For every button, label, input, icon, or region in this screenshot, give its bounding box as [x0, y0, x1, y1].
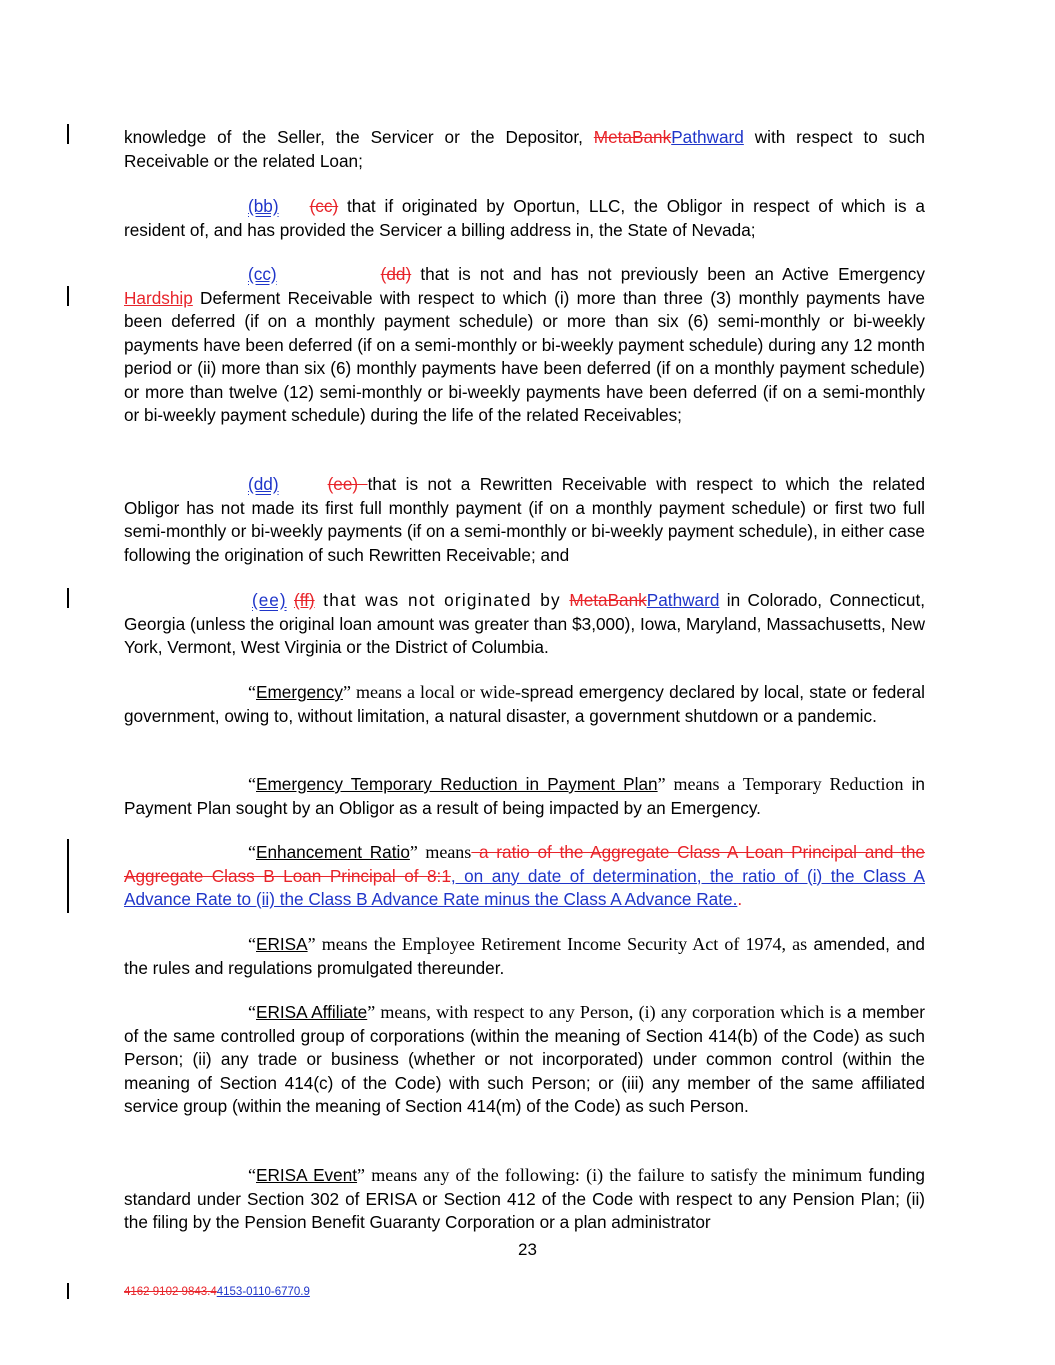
- change-bar: [67, 286, 69, 306]
- defined-term: ERISA: [256, 934, 308, 954]
- clause-text: that if originated by Oportun, LLC, the Obligor in respect of which is a resident of, and has provided the Servicer a billing address in, the State of Nevada;: [124, 196, 925, 240]
- inserted-text: , on any date of determination, the ratio of (i) the Class A Advance Rate to (ii) the Class B Advance Rate minus the Class A Advance Rate.: [124, 865, 925, 909]
- change-bar: [67, 588, 69, 608]
- clause-text: in Colorado, Connecticut, Georgia (unless the original loan amount was greater than $3,000), Iowa, Maryland, Massachusetts, New York, Vermont, West Virginia or the District of Columbia.: [124, 590, 925, 657]
- inserted-text: Hardship: [124, 287, 193, 308]
- deleted-text: .: [737, 889, 743, 909]
- clause-label: (ee): [252, 590, 287, 610]
- inserted-text: Pathward: [671, 127, 744, 147]
- definition-text: in Payment Plan sought by an Obligor as a result of being impacted by an Emergency.: [124, 774, 925, 818]
- quote-mark: “: [248, 1002, 256, 1022]
- quote-mark: “: [248, 842, 256, 862]
- page-number: 23: [518, 1240, 537, 1259]
- definition-enhancement-ratio: [124, 841, 925, 912]
- deleted-doc-id: 4162 9102 9843.4: [124, 1286, 217, 1298]
- clause-bb: [124, 195, 925, 242]
- inserted-doc-id: 4153-0110-6770.9: [216, 1286, 310, 1298]
- definition-erisa-event: [124, 1164, 925, 1235]
- clause-label: (cc): [248, 264, 277, 284]
- clause-label: (bb): [248, 196, 279, 216]
- definition-text: ” means a local or wide-: [342, 682, 521, 702]
- definition-text: amended, and the rules and regulations promulgated thereunder.: [124, 934, 925, 978]
- defined-term: Emergency Temporary Reduction in Payment Plan: [256, 774, 658, 794]
- clause-cc: [124, 263, 925, 428]
- quote-mark: “: [248, 1165, 256, 1185]
- clause-label: (dd): [248, 474, 279, 494]
- definition-erisa: [124, 933, 925, 980]
- clause-text: that was not originated by: [314, 590, 570, 610]
- text: with respect to such Receivable or the related Loan;: [124, 127, 925, 171]
- clause-text: that is not and has not previously been an Active Emergency: [411, 264, 925, 284]
- definition-text: a member of the same controlled group of corporations (within the meaning of Section 414(b) of the Code) as such Person; (ii) any trade or business (whether or not incorporated) under common control (within the meaning of Section 414(c) of the Code) with such Person; or (iii) any member of the same affiliated service group (within the meaning of Section 414(m) of the Code) as such Person.: [124, 1002, 926, 1116]
- defined-term: Emergency: [256, 682, 343, 702]
- clause-text: Deferment Receivable with respect to which (i) more than three (3) monthly payments have been deferred (if on a monthly payment schedule) or more than six (6) semi-monthly or bi-weekly payments have been deferred (if on a semi-monthly or bi-weekly payment schedule) during any 12 month period or (ii) more than six (6) monthly payments have been deferred (if on a monthly payment schedule) or more than twelve (12) semi-monthly or bi-weekly payments have been deferred (if on a semi-monthly or bi-weekly payment schedule) during the life of the related Receivables;: [124, 287, 925, 425]
- quote-mark: “: [248, 774, 256, 794]
- definition-text: ” means: [409, 842, 472, 862]
- definition-text: ” means any of the following: (i) the failure to satisfy the minimum: [357, 1165, 863, 1185]
- deleted-text: MetaBank: [593, 127, 672, 147]
- inserted-text: Pathward: [646, 590, 720, 610]
- definition-text: spread emergency declared by local, state or federal government, owing to, without limitation, a natural disaster, a government shutdown or a pandemic.: [124, 682, 925, 726]
- definition-text: ” means the Employee Retirement Income Security Act of 1974, as: [307, 934, 808, 954]
- clause-text: that is not a Rewritten Receivable with respect to which the related Obligor has not made its first full monthly payment (if on a monthly payment schedule) or first two full semi-monthly or bi-weekly payments (if on a semi-monthly or bi-weekly payment schedule), in either case following the origination of such Rewritten Receivable; and: [124, 474, 926, 565]
- defined-term: ERISA Affiliate: [256, 1002, 368, 1022]
- deleted-label: (dd): [380, 264, 412, 284]
- definition-text: ” means a Temporary Reduction: [657, 774, 904, 794]
- defined-term: ERISA Event: [256, 1165, 358, 1185]
- deleted-label: (ee): [327, 474, 368, 494]
- text: knowledge of the Seller, the Servicer or the Depositor,: [124, 127, 594, 147]
- deleted-label: (cc): [309, 196, 339, 216]
- definition-emergency-temporary-reduction: [124, 773, 925, 820]
- definition-erisa-affiliate: [124, 1001, 925, 1119]
- quote-mark: “: [248, 934, 256, 954]
- definition-text: ” means, with respect to any Person, (i) any corporation which is: [367, 1002, 842, 1022]
- change-bar: [67, 124, 69, 144]
- clause-dd: [124, 473, 925, 567]
- paragraph-continuation: [124, 126, 925, 173]
- deleted-text: MetaBank: [569, 590, 647, 610]
- document-id-footer: [124, 1286, 310, 1298]
- definition-emergency: [124, 681, 925, 728]
- clause-ee: [124, 589, 925, 660]
- quote-mark: “: [248, 682, 256, 702]
- defined-term: Enhancement Ratio: [256, 842, 410, 862]
- deleted-label: (ff): [293, 590, 315, 610]
- change-bar: [67, 1283, 69, 1299]
- change-bar: [67, 839, 69, 913]
- definition-text: funding standard under Section 302 of ERISA or Section 412 of the Code with respect to any Pension Plan; (ii) the filing by the Pension Benefit Guaranty Corporation or a plan administrator: [124, 1165, 925, 1232]
- deleted-text: a ratio of the Aggregate Class A Loan Principal and the Aggregate Class B Loan Principal of 8:1: [124, 842, 925, 886]
